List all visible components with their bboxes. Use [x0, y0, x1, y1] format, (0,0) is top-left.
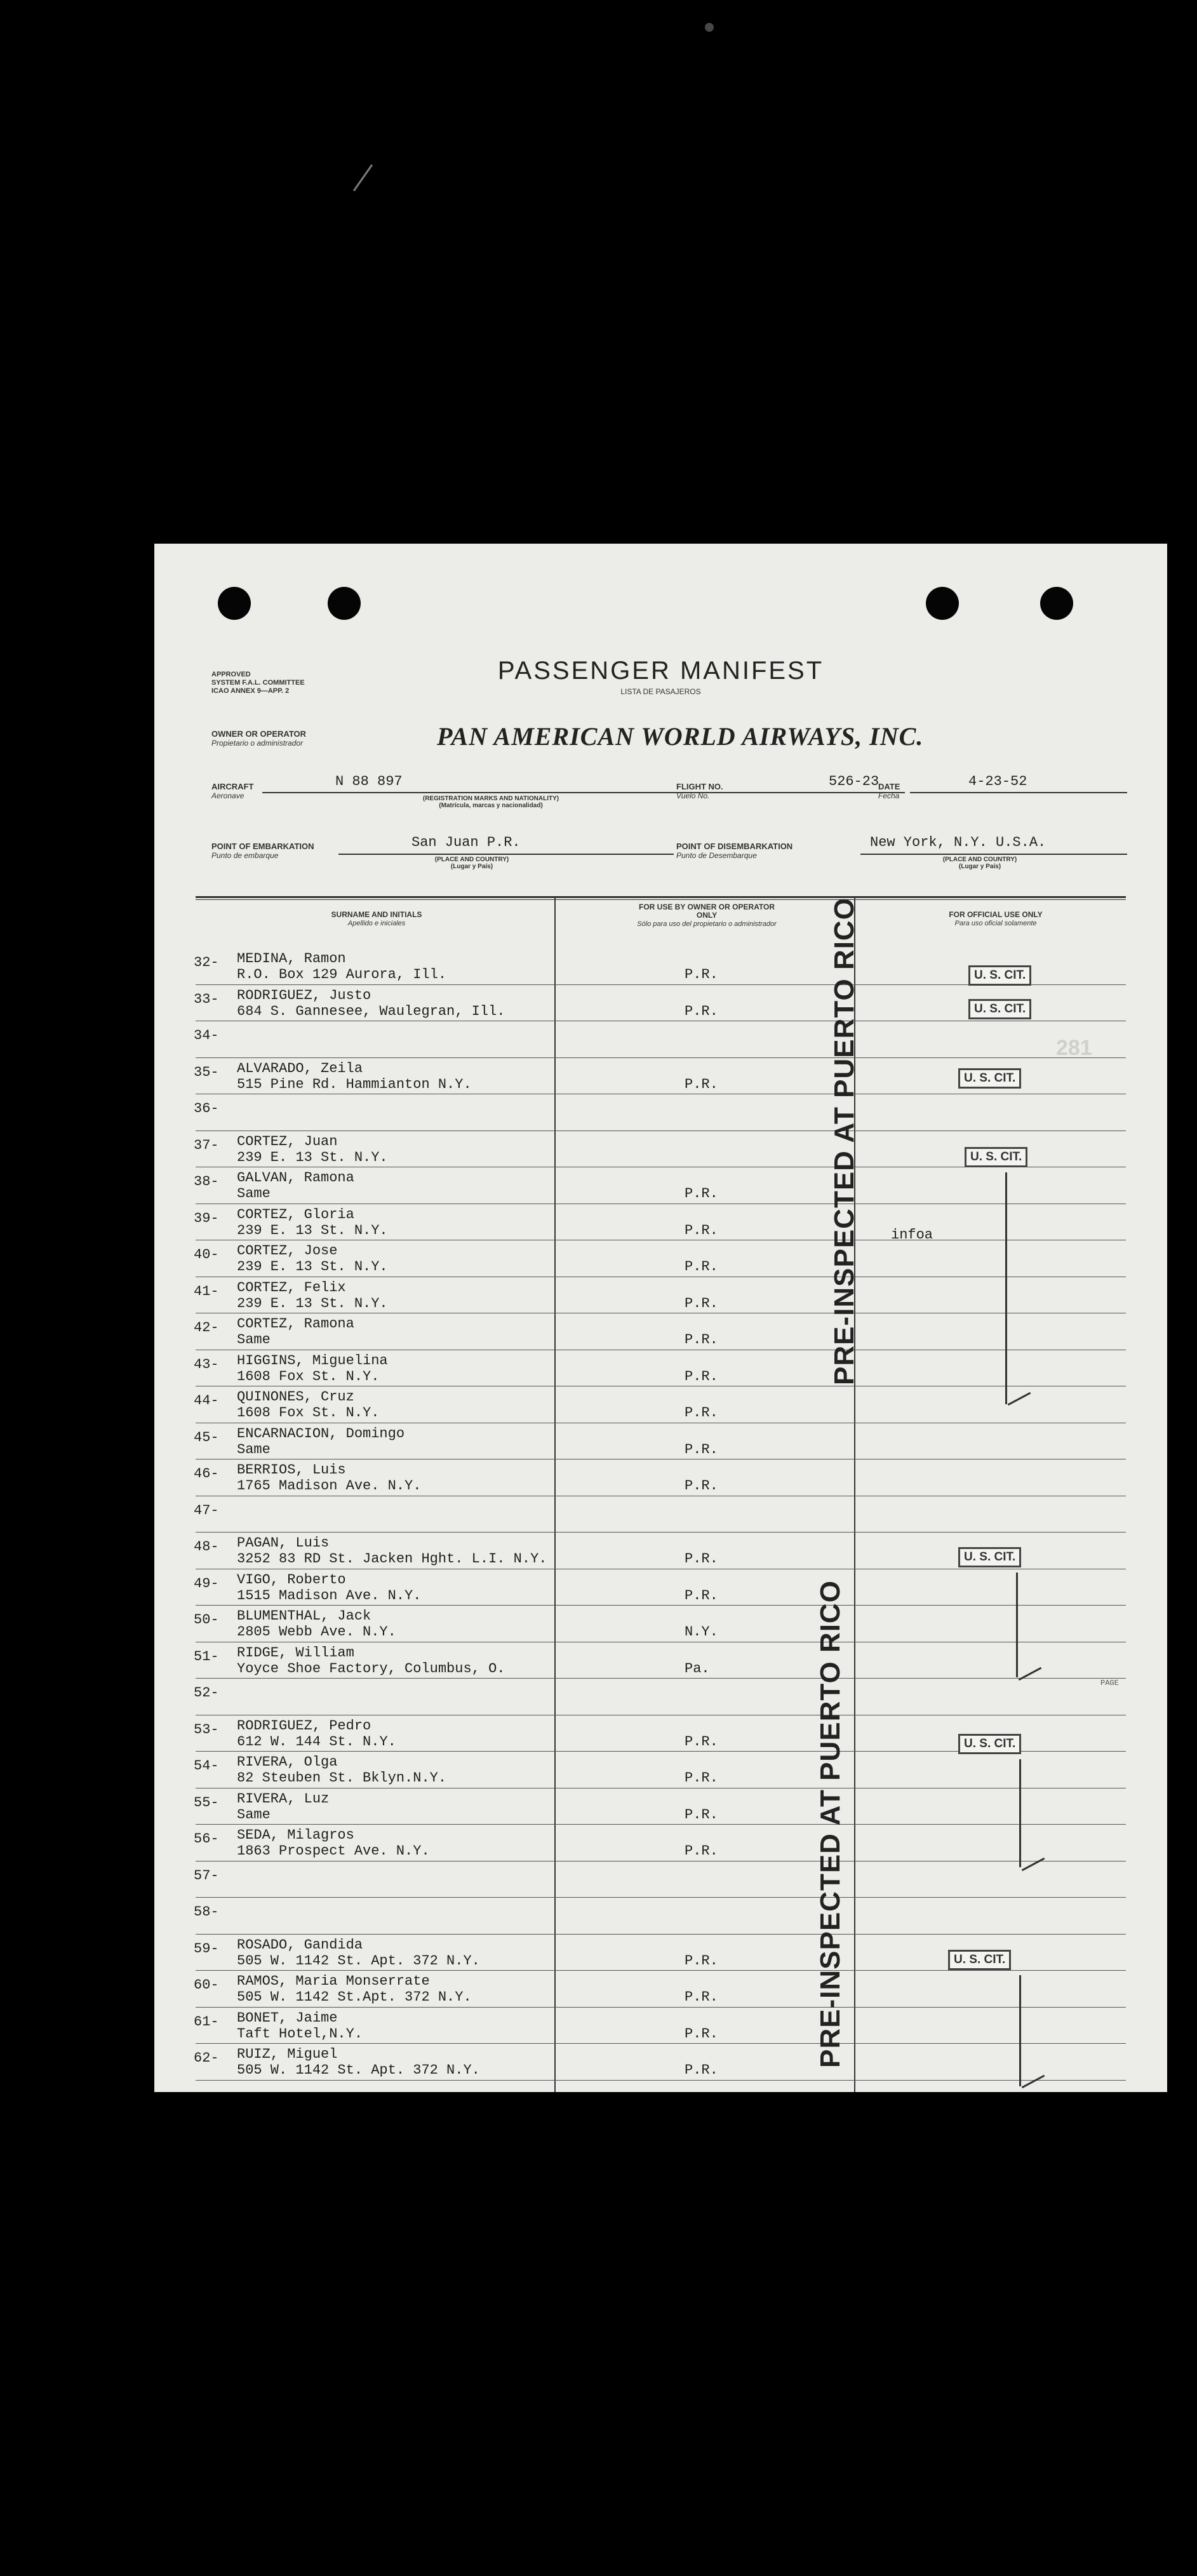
aircraft-value: N 88 897: [335, 774, 403, 789]
punch-hole: [926, 587, 959, 620]
owner-use-entry: P.R.: [685, 1478, 718, 1494]
page-title: PASSENGER MANIFEST: [497, 657, 824, 685]
flight-label: FLIGHT NO. Vuelo No.: [676, 782, 723, 800]
embarkation-underline: [338, 854, 674, 855]
owner-use-entry: P.R.: [685, 1806, 718, 1823]
row-number: 37-: [194, 1137, 219, 1153]
owner-use-entry: P.R.: [685, 1733, 718, 1750]
faint-number: 281: [1056, 1036, 1092, 1060]
passenger-address: 82 Steuben St. Bklyn.N.Y.: [237, 1770, 447, 1786]
row-rule: [196, 1824, 1126, 1825]
passenger-name: VIGO, Roberto: [237, 1571, 346, 1588]
table-top-rule: [196, 899, 1126, 900]
passenger-name: CORTEZ, Juan: [237, 1133, 338, 1150]
owner-use-entry: P.R.: [685, 1405, 718, 1421]
passenger-address: 515 Pine Rd. Hammianton N.Y.: [237, 1076, 472, 1092]
row-rule: [196, 1605, 1126, 1606]
aircraft-label: AIRCRAFT Aeronave: [211, 782, 254, 800]
owner-use-entry: P.R.: [685, 1222, 718, 1238]
owner-use-entry: P.R.: [685, 1003, 718, 1019]
row-number: 42-: [194, 1320, 219, 1336]
row-number: 44-: [194, 1393, 219, 1409]
official-note: infoa: [891, 1227, 933, 1243]
approval-line: ICAO ANNEX 9—APP. 2: [211, 687, 290, 695]
owner-use-entry: P.R.: [685, 1770, 718, 1786]
row-number: 39-: [194, 1210, 219, 1226]
us-citizen-stamp: U. S. CIT.: [965, 1147, 1027, 1167]
disembarkation-underline: [860, 854, 1127, 855]
row-rule: [196, 1970, 1126, 1971]
owner-use-entry: P.R.: [685, 1587, 718, 1604]
row-number: 56-: [194, 1831, 219, 1847]
ditto-tick: [1022, 1858, 1045, 1871]
owner-use-entry: P.R.: [685, 1843, 718, 1859]
passenger-name: BERRIOS, Luis: [237, 1462, 346, 1478]
row-number: 48-: [194, 1539, 219, 1555]
passenger-address: 684 S. Gannesee, Waulegran, Ill.: [237, 1003, 505, 1019]
date-label: DATE Fecha: [878, 782, 900, 800]
column-header-names: SURNAME AND INITIALS Apellido e iniciales: [331, 910, 422, 927]
row-number: 54-: [194, 1758, 219, 1774]
aircraft-underline: [262, 792, 829, 793]
row-rule: [196, 2043, 1126, 2044]
row-number: 38-: [194, 1174, 219, 1190]
row-rule: [196, 1130, 1126, 1131]
owner-use-entry: P.R.: [685, 1551, 718, 1567]
row-number: 50-: [194, 1612, 219, 1628]
ditto-tick: [1022, 2075, 1045, 2088]
passenger-address: 239 E. 13 St. N.Y.: [237, 1222, 388, 1238]
ditto-bracket: [1005, 1172, 1007, 1404]
airline-name: PAN AMERICAN WORLD AIRWAYS, INC.: [437, 722, 924, 751]
page-mark: PAGE: [1100, 1679, 1119, 1687]
us-citizen-stamp: U. S. CIT.: [968, 999, 1031, 1019]
row-number: 57-: [194, 1867, 219, 1884]
us-citizen-stamp: U. S. CIT.: [958, 1734, 1021, 1754]
film-speck: [705, 23, 714, 32]
owner-use-entry: P.R.: [685, 1332, 718, 1348]
row-number: 36-: [194, 1101, 219, 1117]
punch-hole: [328, 587, 361, 620]
passenger-name: BONET, Jaime: [237, 2009, 338, 2026]
passenger-address: Same: [237, 1332, 271, 1348]
row-number: 51-: [194, 1648, 219, 1665]
date-underline: [910, 792, 1127, 793]
passenger-address: 1765 Madison Ave. N.Y.: [237, 1478, 422, 1494]
us-citizen-stamp: U. S. CIT.: [958, 1547, 1021, 1567]
registration-note: (REGISTRATION MARKS AND NATIONALITY) (Matrícula, marcas y nacionalidad): [422, 795, 559, 809]
row-number: 59-: [194, 1940, 219, 1957]
passenger-name: RUIZ, Miguel: [237, 2046, 338, 2062]
row-rule: [196, 1897, 1126, 1898]
passenger-address: R.O. Box 129 Aurora, Ill.: [237, 967, 447, 983]
manifest-page: [154, 544, 1167, 2092]
passenger-name: CORTEZ, Jose: [237, 1243, 338, 1259]
passenger-name: RIDGE, William: [237, 1644, 354, 1661]
passenger-address: 1608 Fox St. N.Y.: [237, 1368, 380, 1385]
owner-use-entry: P.R.: [685, 1989, 718, 2005]
pre-inspection-stamp: PRE-INSPECTED AT PUERTO RICO: [815, 1580, 846, 2068]
passenger-address: 505 W. 1142 St. Apt. 372 N.Y.: [237, 2062, 480, 2078]
approval-line: SYSTEM F.A.L. COMMITTEE: [211, 679, 305, 687]
row-rule: [196, 1934, 1126, 1935]
passenger-address: 239 E. 13 St. N.Y.: [237, 1259, 388, 1275]
punch-hole: [1040, 587, 1073, 620]
passenger-name: CORTEZ, Ramona: [237, 1316, 354, 1332]
passenger-name: RIVERA, Luz: [237, 1790, 330, 1807]
row-number: 35-: [194, 1064, 219, 1080]
passenger-address: Same: [237, 1186, 271, 1202]
us-citizen-stamp: U. S. CIT.: [948, 1950, 1011, 1970]
page-subtitle: LISTA DE PASAJEROS: [620, 687, 701, 696]
row-number: 40-: [194, 1247, 219, 1263]
passenger-address: 2805 Webb Ave. N.Y.: [237, 1624, 396, 1640]
passenger-name: ENCARNACION, Domingo: [237, 1425, 405, 1442]
passenger-address: 3252 83 RD St. Jacken Hght. L.I. N.Y.: [237, 1551, 547, 1567]
row-number: 62-: [194, 2050, 219, 2066]
owner-use-entry: P.R.: [685, 1295, 718, 1311]
table-top-rule: [196, 896, 1126, 898]
approval-line: APPROVED: [211, 671, 251, 678]
row-number: 47-: [194, 1502, 219, 1519]
row-rule: [196, 1861, 1126, 1862]
row-rule: [196, 1678, 1126, 1679]
passenger-address: 612 W. 144 St. N.Y.: [237, 1733, 396, 1750]
embarkation-value: San Juan P.R.: [411, 835, 521, 850]
row-number: 61-: [194, 2013, 219, 2030]
passenger-name: GALVAN, Ramona: [237, 1170, 354, 1186]
film-scratch: [353, 164, 373, 192]
disembarkation-label: POINT OF DISEMBARKATION Punto de Desembarque: [676, 842, 793, 860]
row-rule: [196, 1532, 1126, 1533]
passenger-name: RODRIGUEZ, Pedro: [237, 1717, 371, 1734]
passenger-name: RIVERA, Olga: [237, 1754, 338, 1770]
passenger-address: 1608 Fox St. N.Y.: [237, 1405, 380, 1421]
row-number: 49-: [194, 1575, 219, 1592]
passenger-address: 1863 Prospect Ave. N.Y.: [237, 1843, 430, 1859]
row-number: 58-: [194, 1904, 219, 1920]
flight-value: 526-23: [829, 774, 879, 789]
row-number: 45-: [194, 1429, 219, 1446]
passenger-name: MEDINA, Ramon: [237, 951, 346, 967]
owner-use-entry: P.R.: [685, 1952, 718, 1969]
row-number: 34-: [194, 1028, 219, 1043]
passenger-name: HIGGINS, Miguelina: [237, 1352, 388, 1369]
passenger-name: ALVARADO, Zeila: [237, 1060, 363, 1077]
ditto-bracket: [1019, 1975, 1021, 2086]
owner-label: OWNER OR OPERATOR Propietario o administrador: [211, 729, 307, 748]
passenger-name: RODRIGUEZ, Justo: [237, 987, 371, 1003]
owner-use-entry: P.R.: [685, 2025, 718, 2042]
passenger-address: Same: [237, 1806, 271, 1823]
column-header-official: FOR OFFICIAL USE ONLY Para uso oficial solamente: [949, 910, 1043, 927]
us-citizen-stamp: U. S. CIT.: [958, 1068, 1021, 1089]
passenger-name: QUINONES, Cruz: [237, 1389, 354, 1405]
date-value: 4-23-52: [968, 774, 1027, 789]
passenger-address: 239 E. 13 St. N.Y.: [237, 1295, 388, 1311]
row-number: 60-: [194, 1977, 219, 1993]
row-number: 41-: [194, 1283, 219, 1299]
row-number: 46-: [194, 1466, 219, 1482]
passenger-name: BLUMENTHAL, Jack: [237, 1608, 371, 1624]
owner-use-entry: Pa.: [685, 1660, 710, 1677]
place-note: (PLACE AND COUNTRY) (Lugar y País): [942, 856, 1017, 870]
passenger-address: Same: [237, 1441, 271, 1458]
row-rule: [196, 2007, 1126, 2008]
passenger-name: CORTEZ, Felix: [237, 1279, 346, 1296]
row-number: 55-: [194, 1794, 219, 1811]
embarkation-label: POINT OF EMBARKATION Punto de embarque: [211, 842, 314, 860]
row-number: 32-: [194, 955, 219, 970]
passenger-address: 239 E. 13 St. N.Y.: [237, 1149, 388, 1165]
row-rule: [196, 1057, 1126, 1058]
owner-use-entry: P.R.: [685, 967, 718, 983]
place-note: (PLACE AND COUNTRY) (Lugar y País): [434, 856, 509, 870]
owner-use-entry: P.R.: [685, 1186, 718, 1202]
ditto-tick: [1008, 1392, 1031, 1405]
column-header-owner: FOR USE BY OWNER OR OPERATOR ONLY Sólo para uso del propietario o administrador: [637, 902, 777, 928]
row-number: 43-: [194, 1356, 219, 1372]
us-citizen-stamp: U. S. CIT.: [968, 965, 1031, 986]
passenger-name: CORTEZ, Gloria: [237, 1206, 354, 1223]
ditto-bracket: [1016, 1573, 1018, 1677]
owner-use-entry: P.R.: [685, 1368, 718, 1385]
column-divider: [554, 896, 556, 2092]
passenger-name: ROSADO, Gandida: [237, 1936, 363, 1953]
passenger-address: 505 W. 1142 St. Apt. 372 N.Y.: [237, 1952, 480, 1969]
row-number: 53-: [194, 1721, 219, 1738]
owner-use-entry: P.R.: [685, 1076, 718, 1092]
row-number: 52-: [194, 1685, 219, 1701]
row-number: 33-: [194, 991, 219, 1007]
owner-use-entry: P.R.: [685, 1441, 718, 1458]
passenger-address: Taft Hotel,N.Y.: [237, 2025, 363, 2042]
passenger-address: 505 W. 1142 St.Apt. 372 N.Y.: [237, 1989, 472, 2005]
passenger-address: Yoyce Shoe Factory, Columbus, O.: [237, 1660, 505, 1677]
ditto-bracket: [1019, 1759, 1021, 1867]
disembarkation-value: New York, N.Y. U.S.A.: [870, 835, 1047, 850]
passenger-address: 1515 Madison Ave. N.Y.: [237, 1587, 422, 1604]
row-rule: [196, 2080, 1126, 2081]
passenger-name: SEDA, Milagros: [237, 1827, 354, 1843]
passenger-name: PAGAN, Luis: [237, 1535, 330, 1551]
punch-hole: [218, 587, 251, 620]
owner-use-entry: P.R.: [685, 2062, 718, 2078]
owner-use-entry: N.Y.: [685, 1624, 718, 1640]
pre-inspection-stamp: PRE-INSPECTED AT PUERTO RICO: [829, 897, 860, 1385]
passenger-name: RAMOS, Maria Monserrate: [237, 1973, 430, 1989]
owner-use-entry: P.R.: [685, 1259, 718, 1275]
